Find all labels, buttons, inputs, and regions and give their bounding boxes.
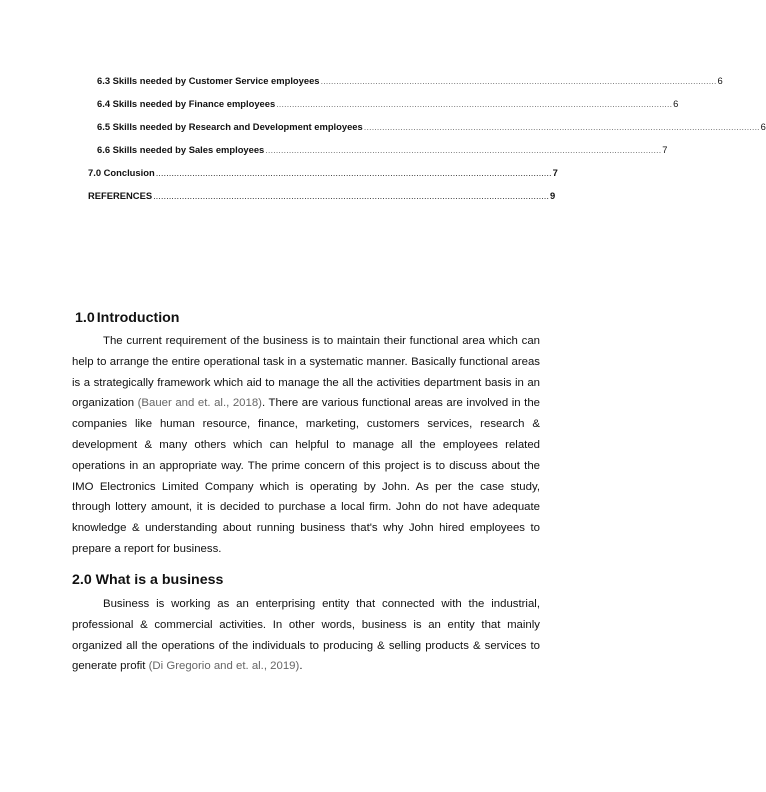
toc-page: 7 (552, 167, 558, 178)
toc-page: 9 (550, 190, 556, 201)
toc-entry-6-6[interactable] (97, 144, 668, 155)
toc-entry-6-3[interactable] (97, 75, 723, 86)
toc-leader: ........................................................................................................................................................ (320, 75, 717, 86)
toc-label: 6.4 Skills needed by Finance employees (97, 98, 276, 109)
toc-label: REFERENCES (88, 190, 153, 201)
section-title: Introduction (96, 310, 180, 326)
paragraph-text: The current requirement of the business is to maintain their functional area which can help to arrange the entire operational task in a systematic manner. Basically functional areas is a strategically framework which aid to manage the all the activities department basis in an organization (72, 335, 540, 410)
paragraph-text: Business is working as an enterprising entity that connected with the industrial, professional & commercial activities. In other words, business is an entity that mainly organized all the operations of the individuals to producing & selling products & services to generate profit (72, 598, 540, 673)
toc-leader: ........................................................................................................................................................ (276, 98, 673, 109)
business-paragraph (72, 594, 540, 677)
paragraph-text: . There are various functional areas are involved in the companies like human resource, finance, marketing, customers services, research & development & many others which can helpful to manage all the employees related operations in an appropriate way. The prime concern of this project is to discuss about the IMO Electronics Limited Company which is operating by John. As per the case study, through lottery amount, it is decided to purchase a local firm. John do not have adequate knowledge & understanding about running business that's why John hired employees to prepare a report for business. (72, 397, 540, 555)
section-number: 1.0 (75, 310, 95, 326)
toc-leader: ........................................................................................................................................................ (265, 144, 662, 155)
toc-label: 6.6 Skills needed by Sales employees (97, 144, 265, 155)
paragraph-text: . (299, 660, 303, 673)
toc-leader: ........................................................................................................................................................ (363, 121, 760, 132)
citation: (Di Gregorio and et. al., 2019) (148, 660, 300, 673)
toc-page: 7 (662, 144, 668, 155)
toc-entry-references[interactable] (88, 190, 556, 201)
citation: (Bauer and et. al., 2018) (137, 397, 262, 410)
toc-label: 6.3 Skills needed by Customer Service employees (97, 75, 320, 86)
toc-label: 7.0 Conclusion (88, 167, 155, 178)
toc-page: 6 (760, 121, 766, 132)
toc-entry-6-4[interactable] (97, 98, 679, 109)
section-heading-introduction (75, 310, 179, 326)
toc-page: 6 (717, 75, 723, 86)
toc-leader: ........................................................................................................................................................ (153, 190, 549, 201)
toc-page: 6 (673, 98, 679, 109)
toc-entry-6-5[interactable] (97, 121, 766, 132)
introduction-paragraph (72, 331, 540, 560)
toc-leader: ........................................................................................................................................................ (155, 167, 552, 178)
section-heading-business: 2.0 What is a business (72, 572, 224, 588)
toc-label: 6.5 Skills needed by Research and Development employees (97, 121, 363, 132)
toc-entry-conclusion[interactable] (88, 167, 558, 178)
